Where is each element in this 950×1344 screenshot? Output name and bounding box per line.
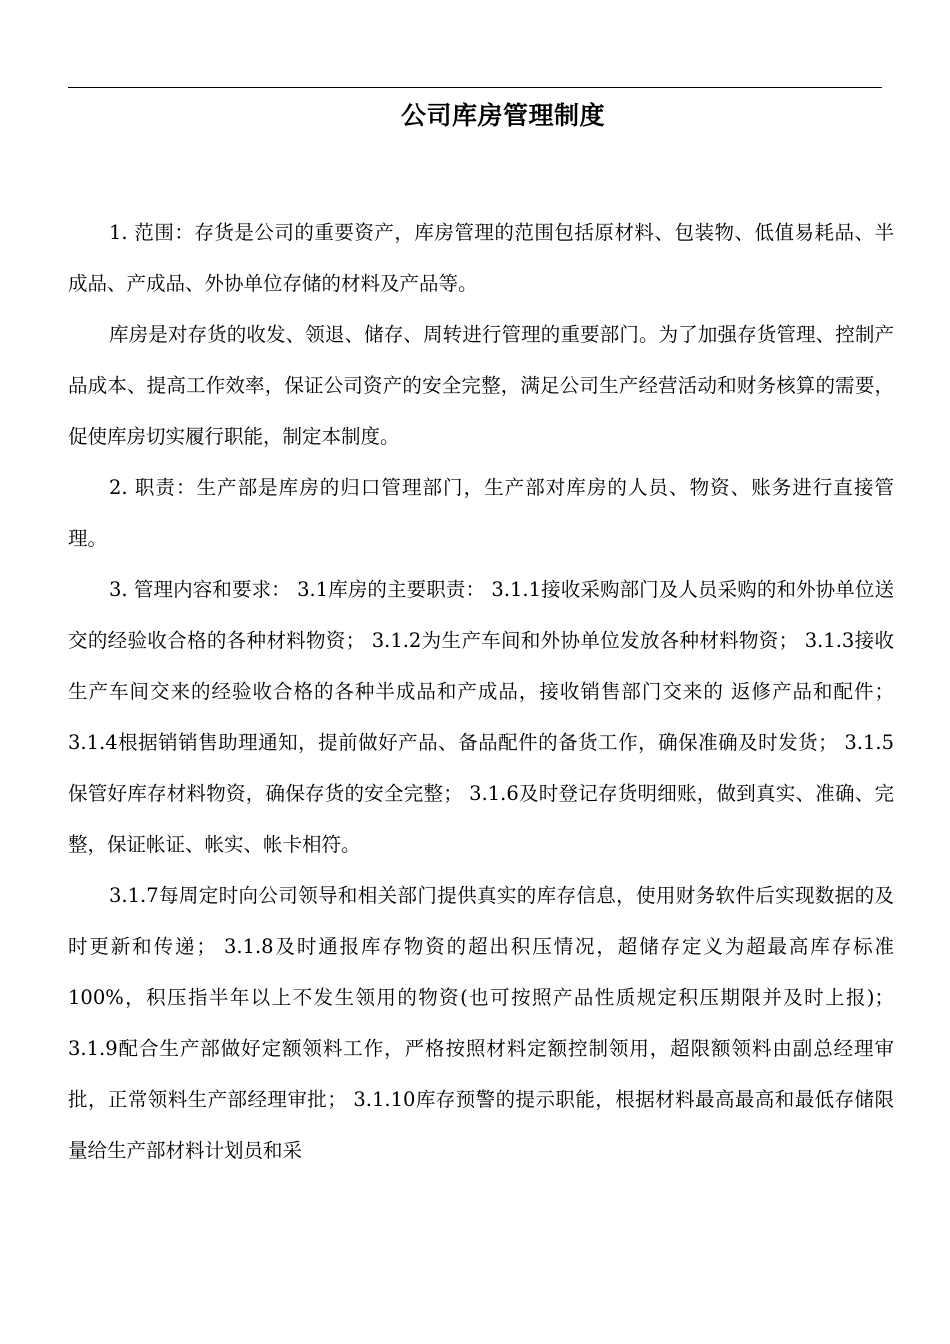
document-title: 公司库房管理制度 [400, 101, 605, 130]
paragraph-management-content-continued: 3.1.7每周定时向公司领导和相关部门提供真实的库存信息，使用财务软件后实现数据的及时更新和传递； 3.1.8及时通报库存物资的超出积压情况，超储存定义为超最高库存标准100%，积压指半年以上不发生领用的物资(也可按照产品性质规定积压期限并及时上报)； 3.1.9配合生产部做好定额领料工作，严格按照材料定额控制领用，超限额领料由副总经理审批，正常领料生产部经理审批； 3.1.10库存预警的提示职能，根据材料最高最高和最低存储限量给生产部材料计划员和采 [68, 884, 894, 1162]
header-rule [68, 87, 882, 88]
paragraph-management-content: 3. 管理内容和要求： 3.1库房的主要职责： 3.1.1接收采购部门及人员采购的和外协单位送交的经验收合格的各种材料物资； 3.1.2为生产车间和外协单位发放各种材料物资； 3.1.3接收生产车间交来的经验收合格的各种半成品和产成品，接收销售部门交来的 返修产品和配件； 3.1.4根据销销售助理通知，提前做好产品、备品配件的备货工作，确保准确及时发货； 3.1.5保管好库存材料物资，确保存货的安全完整； 3.1.6及时登记存货明细账，做到真实、准确、完整，保证帐证、帐实、帐卡相符。 [68, 578, 894, 856]
paragraph-scope: 1. 范围：存货是公司的重要资产，库房管理的范围包括原材料、包装物、低值易耗品、半成品、产成品、外协单位存储的材料及产品等。 [68, 221, 894, 295]
document-body [68, 207, 894, 1176]
paragraph-responsibility: 2. 职责：生产部是库房的归口管理部门，生产部对库房的人员、物资、账务进行直接管理。 [68, 476, 894, 550]
paragraph-purpose: 库房是对存货的收发、领退、储存、周转进行管理的重要部门。为了加强存货管理、控制产品成本、提高工作效率，保证公司资产的安全完整，满足公司生产经营活动和财务核算的需要，促使库房切实履行职能，制定本制度。 [68, 323, 894, 448]
